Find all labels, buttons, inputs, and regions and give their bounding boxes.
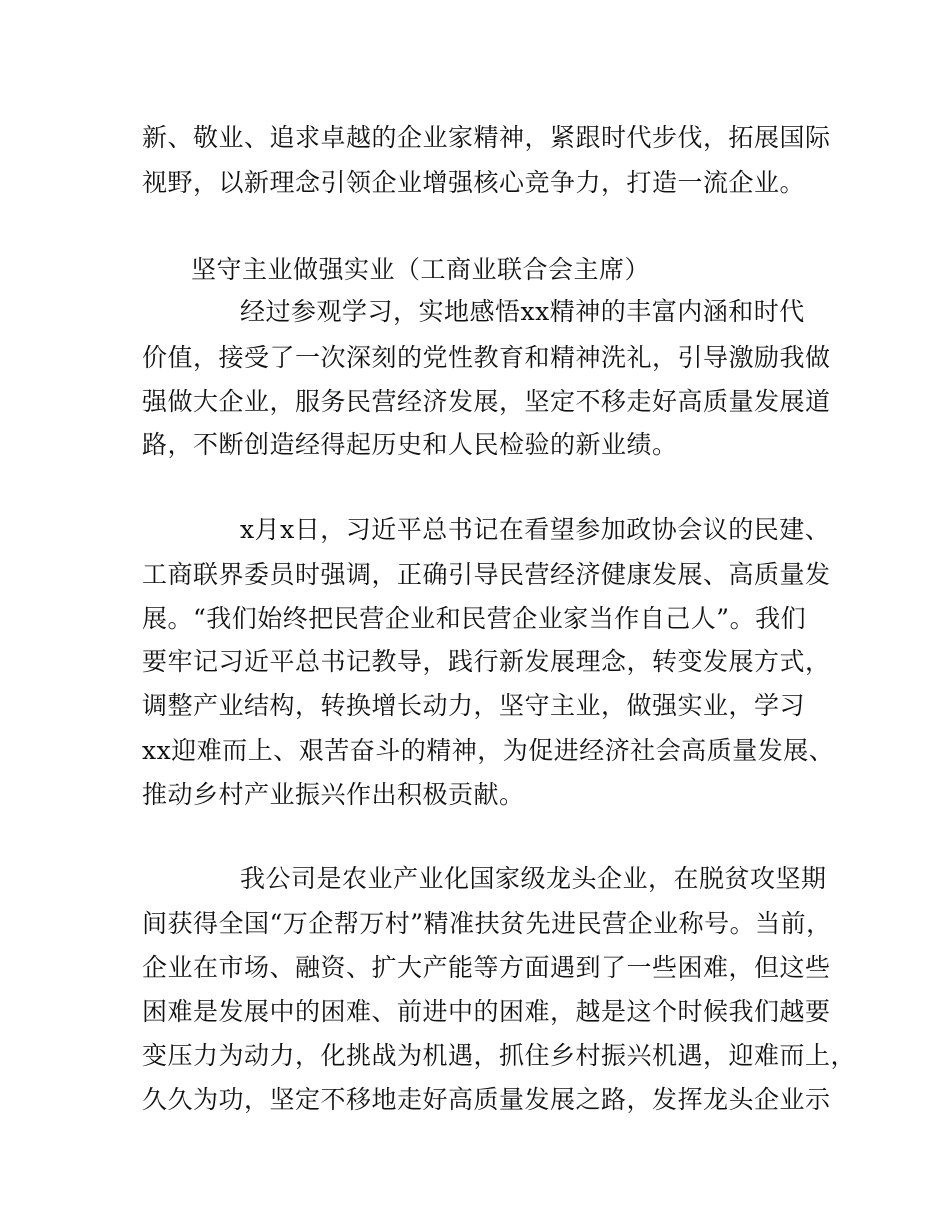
paragraph-4-line-1: 我公司是农业产业化国家级龙头企业，在脱贫攻坚期 [240, 864, 827, 893]
paragraph-2-line-2: 价值，接受了一次深刻的党性教育和精神洗礼，引导激励我做 [142, 343, 831, 372]
paragraph-4-line-2: 间获得全国“万企帮万村”精准扶贫先进民营企业称号。当前， [142, 909, 832, 938]
paragraph-3-line-1: x月x日，习近平总书记在看望参加政协会议的民建、 [240, 515, 831, 544]
paragraph-3-line-7: 推动乡村产业振兴作出积极贡献。 [142, 780, 525, 809]
paragraph-1-line-1: 新、敬业、追求卓越的企业家精神，紧跟时代步伐，拓展国际 [142, 123, 831, 152]
paragraph-4-line-3: 企业在市场、融资、扩大产能等方面遇到了一些困难，但这些 [142, 953, 831, 982]
paragraph-4-line-5: 变压力为动力，化挑战为机遇，抓住乡村振兴机遇，迎难而上， [142, 1041, 857, 1070]
paragraph-3-line-4: 要牢记习近平总书记教导，践行新发展理念，转变发展方式， [142, 647, 831, 676]
paragraph-4-line-6: 久久为功，坚定不移地走好高质量发展之路，发挥龙头企业示 [142, 1085, 831, 1114]
paragraph-2-line-1: 经过参观学习，实地感悟xx精神的丰富内涵和时代 [240, 297, 805, 326]
paragraph-3-line-5: 调整产业结构，转换增长动力，坚守主业，做强实业，学习 [142, 691, 806, 720]
paragraph-2-line-4: 路，不断创造经得起历史和人民检验的新业绩。 [142, 430, 678, 459]
paragraph-4-line-4: 困难是发展中的困难、前进中的困难，越是这个时候我们越要 [142, 997, 831, 1026]
section-heading: 坚守主业做强实业（工商业联合会主席） [191, 255, 651, 284]
paragraph-3-line-3: 展。“我们始终把民营企业和民营企业家当作自己人”。我们 [142, 604, 807, 633]
paragraph-1-line-2: 视野，以新理念引领企业增强核心竞争力，打造一流企业。 [142, 168, 806, 197]
paragraph-3-line-2: 工商联界委员时强调，正确引导民营经济健康发展、高质量发 [142, 560, 831, 589]
paragraph-3-line-6: xx迎难而上、艰苦奋斗的精神，为促进经济社会高质量发展、 [142, 736, 835, 765]
paragraph-2-line-3: 强做大企业，服务民营经济发展，坚定不移走好高质量发展道 [142, 387, 831, 416]
